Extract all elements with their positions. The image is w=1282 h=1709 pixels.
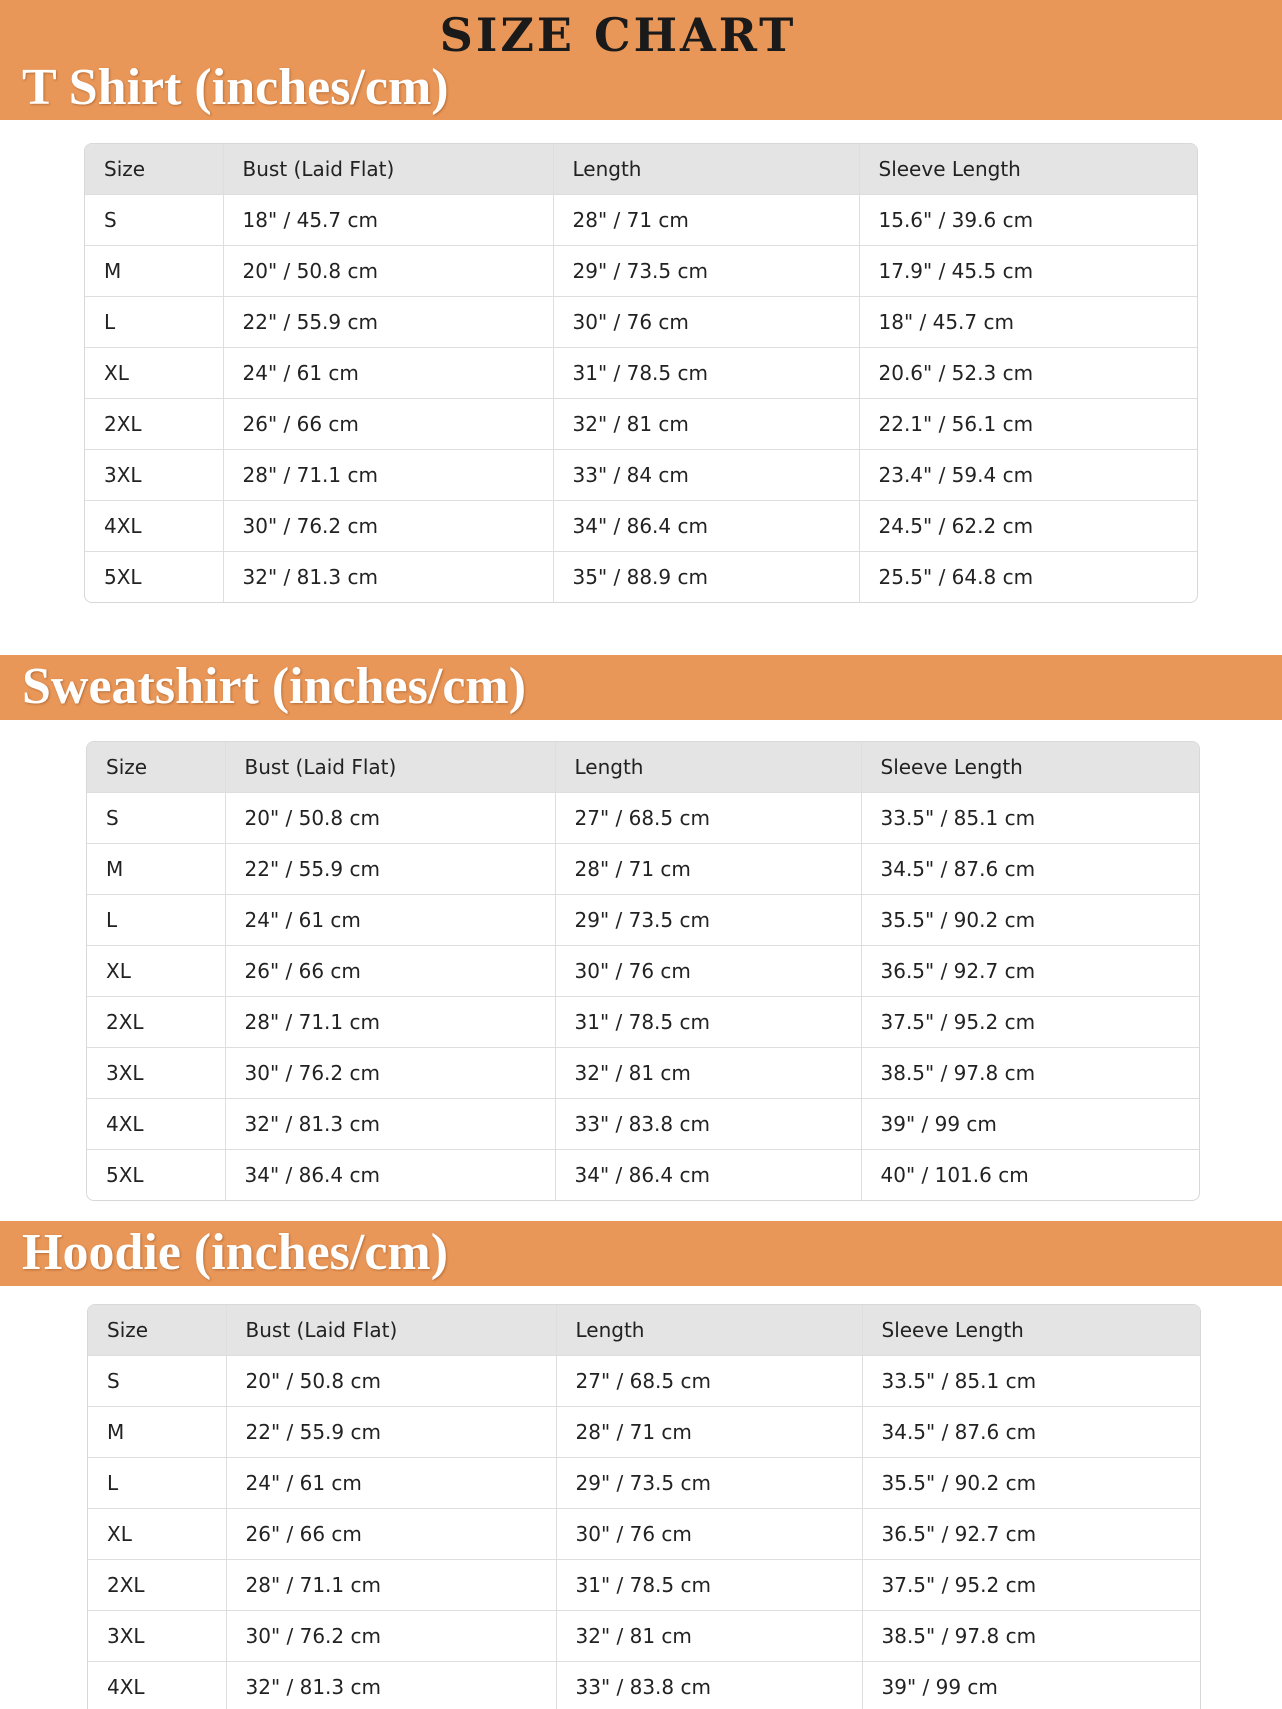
table-cell: S xyxy=(87,793,225,844)
table-cell: 38.5" / 97.8 cm xyxy=(861,1048,1199,1099)
table-cell: 20" / 50.8 cm xyxy=(225,793,555,844)
table-cell: 24" / 61 cm xyxy=(223,348,553,399)
table-cell: 4XL xyxy=(88,1662,226,1709)
table-cell: 30" / 76 cm xyxy=(556,1509,862,1560)
table-row xyxy=(85,297,1197,348)
table-cell: 15.6" / 39.6 cm xyxy=(859,195,1197,246)
table-cell: 28" / 71 cm xyxy=(555,844,861,895)
section-title-sweatshirt: Sweatshirt (inches/cm) xyxy=(22,658,527,715)
table-cell: 37.5" / 95.2 cm xyxy=(861,997,1199,1048)
column-header: Sleeve Length xyxy=(859,144,1197,195)
section-title-hoodie: Hoodie (inches/cm) xyxy=(22,1224,449,1281)
table-cell: 30" / 76 cm xyxy=(553,297,859,348)
table-cell: 39" / 99 cm xyxy=(861,1099,1199,1150)
table-cell: 34" / 86.4 cm xyxy=(553,501,859,552)
table-cell: 33" / 83.8 cm xyxy=(555,1099,861,1150)
table-cell: M xyxy=(88,1407,226,1458)
table-cell: 31" / 78.5 cm xyxy=(555,997,861,1048)
table-cell: 18" / 45.7 cm xyxy=(859,297,1197,348)
table-cell: 2XL xyxy=(87,997,225,1048)
table-cell: 27" / 68.5 cm xyxy=(556,1356,862,1407)
table-header-row xyxy=(85,144,1197,195)
table-cell: 17.9" / 45.5 cm xyxy=(859,246,1197,297)
column-header: Bust (Laid Flat) xyxy=(226,1305,556,1356)
table-cell: 22.1" / 56.1 cm xyxy=(859,399,1197,450)
table-cell: 30" / 76.2 cm xyxy=(225,1048,555,1099)
table-cell: 24" / 61 cm xyxy=(225,895,555,946)
table-cell: 29" / 73.5 cm xyxy=(553,246,859,297)
table-cell: 22" / 55.9 cm xyxy=(226,1407,556,1458)
table-cell: 32" / 81.3 cm xyxy=(226,1662,556,1709)
table-cell: L xyxy=(87,895,225,946)
table-cell: 32" / 81 cm xyxy=(555,1048,861,1099)
table-row xyxy=(88,1509,1200,1560)
table-cell: 25.5" / 64.8 cm xyxy=(878,565,1034,589)
table-cell: 26" / 66 cm xyxy=(225,946,555,997)
table-cell: 35.5" / 90.2 cm xyxy=(862,1458,1200,1509)
table-row xyxy=(87,793,1199,844)
column-header: Length xyxy=(555,742,861,793)
table-cell: 3XL xyxy=(88,1611,226,1662)
table-cell: 32" / 81 cm xyxy=(556,1611,862,1662)
table-row xyxy=(87,895,1199,946)
table-cell: 34" / 86.4 cm xyxy=(225,1150,555,1201)
table-row xyxy=(87,1048,1199,1099)
table-row xyxy=(87,946,1199,997)
size-table-hoodie xyxy=(87,1304,1201,1709)
table-row xyxy=(88,1662,1200,1709)
table-cell: 2XL xyxy=(88,1560,226,1611)
table-cell: 31" / 78.5 cm xyxy=(553,348,859,399)
table-cell: M xyxy=(85,246,223,297)
table-cell: 38.5" / 97.8 cm xyxy=(862,1611,1200,1662)
table-cell: 23.4" / 59.4 cm xyxy=(859,450,1197,501)
table-cell: 27" / 68.5 cm xyxy=(555,793,861,844)
table-cell: 30" / 76.2 cm xyxy=(226,1611,556,1662)
table-cell: 30" / 76 cm xyxy=(555,946,861,997)
table-cell: 28" / 71.1 cm xyxy=(223,450,553,501)
column-header: Length xyxy=(553,144,859,195)
table-cell: 5XL xyxy=(87,1150,225,1201)
table-cell: 20" / 50.8 cm xyxy=(223,246,553,297)
table-row xyxy=(85,348,1197,399)
table-cell: 29" / 73.5 cm xyxy=(556,1458,862,1509)
table-cell: 31" / 78.5 cm xyxy=(556,1560,862,1611)
table-row xyxy=(88,1407,1200,1458)
table-header-row xyxy=(87,742,1199,793)
table-cell: 29" / 73.5 cm xyxy=(555,895,861,946)
table-cell: 4XL xyxy=(87,1099,225,1150)
column-header: Size xyxy=(85,144,223,195)
column-header: Length xyxy=(556,1305,862,1356)
table-row xyxy=(88,1611,1200,1662)
table-cell: 5XL xyxy=(85,552,223,603)
table-cell: S xyxy=(88,1356,226,1407)
table-cell: 39" / 99 cm xyxy=(881,1675,998,1699)
table-cell: 37.5" / 95.2 cm xyxy=(862,1560,1200,1611)
column-header: Sleeve Length xyxy=(862,1305,1200,1356)
table-cell: 40" / 101.6 cm xyxy=(880,1163,1029,1187)
table-cell: 36.5" / 92.7 cm xyxy=(862,1509,1200,1560)
table-row xyxy=(85,246,1197,297)
page-title: SIZE CHART xyxy=(439,8,797,62)
table-cell: 26" / 66 cm xyxy=(223,399,553,450)
table-cell: 30" / 76.2 cm xyxy=(223,501,553,552)
table-cell: 20" / 50.8 cm xyxy=(226,1356,556,1407)
table-cell: 20.6" / 52.3 cm xyxy=(859,348,1197,399)
table-cell: 35" / 88.9 cm xyxy=(553,552,859,603)
table-cell: 24" / 61 cm xyxy=(226,1458,556,1509)
table-row xyxy=(87,997,1199,1048)
table-cell: 34.5" / 87.6 cm xyxy=(862,1407,1200,1458)
section-title-tshirt: T Shirt (inches/cm) xyxy=(22,59,449,116)
column-header: Bust (Laid Flat) xyxy=(223,144,553,195)
table-cell: XL xyxy=(85,348,223,399)
column-header: Size xyxy=(87,742,225,793)
table-cell: 33.5" / 85.1 cm xyxy=(862,1356,1200,1407)
table-row xyxy=(85,195,1197,246)
table-cell: 32" / 81 cm xyxy=(553,399,859,450)
table-cell: 3XL xyxy=(85,450,223,501)
table-cell: 2XL xyxy=(85,399,223,450)
table-cell: 34.5" / 87.6 cm xyxy=(861,844,1199,895)
table-cell: XL xyxy=(88,1509,226,1560)
table-cell: S xyxy=(85,195,223,246)
table-row xyxy=(87,1150,1199,1201)
table-cell: 32" / 81.3 cm xyxy=(223,552,553,603)
table-cell: 22" / 55.9 cm xyxy=(223,297,553,348)
table-row xyxy=(88,1458,1200,1509)
table-cell: 28" / 71.1 cm xyxy=(225,997,555,1048)
table-cell: L xyxy=(85,297,223,348)
column-header: Size xyxy=(88,1305,226,1356)
table-cell: 33" / 84 cm xyxy=(553,450,859,501)
table-row xyxy=(85,552,1197,603)
table-row xyxy=(87,844,1199,895)
table-cell: 3XL xyxy=(87,1048,225,1099)
table-row xyxy=(85,399,1197,450)
table-cell: 22" / 55.9 cm xyxy=(225,844,555,895)
table-cell: 24.5" / 62.2 cm xyxy=(859,501,1197,552)
size-table-tshirt xyxy=(84,143,1198,603)
table-cell: 36.5" / 92.7 cm xyxy=(861,946,1199,997)
table-row xyxy=(87,1099,1199,1150)
table-cell: 28" / 71.1 cm xyxy=(226,1560,556,1611)
size-table-sweatshirt xyxy=(86,741,1200,1201)
column-header: Sleeve Length xyxy=(861,742,1199,793)
table-cell: 34" / 86.4 cm xyxy=(555,1150,861,1201)
table-cell: 35.5" / 90.2 cm xyxy=(861,895,1199,946)
table-cell: L xyxy=(88,1458,226,1509)
table-cell: 28" / 71 cm xyxy=(556,1407,862,1458)
table-cell: 33.5" / 85.1 cm xyxy=(861,793,1199,844)
column-header: Bust (Laid Flat) xyxy=(225,742,555,793)
table-row xyxy=(85,501,1197,552)
table-row xyxy=(88,1356,1200,1407)
table-cell: 18" / 45.7 cm xyxy=(223,195,553,246)
table-cell: 33" / 83.8 cm xyxy=(556,1662,862,1709)
table-header-row xyxy=(88,1305,1200,1356)
table-cell: 32" / 81.3 cm xyxy=(225,1099,555,1150)
table-cell: 4XL xyxy=(85,501,223,552)
table-cell: 26" / 66 cm xyxy=(226,1509,556,1560)
table-row xyxy=(88,1560,1200,1611)
table-cell: XL xyxy=(87,946,225,997)
table-row xyxy=(85,450,1197,501)
table-cell: 28" / 71 cm xyxy=(553,195,859,246)
table-cell: M xyxy=(87,844,225,895)
